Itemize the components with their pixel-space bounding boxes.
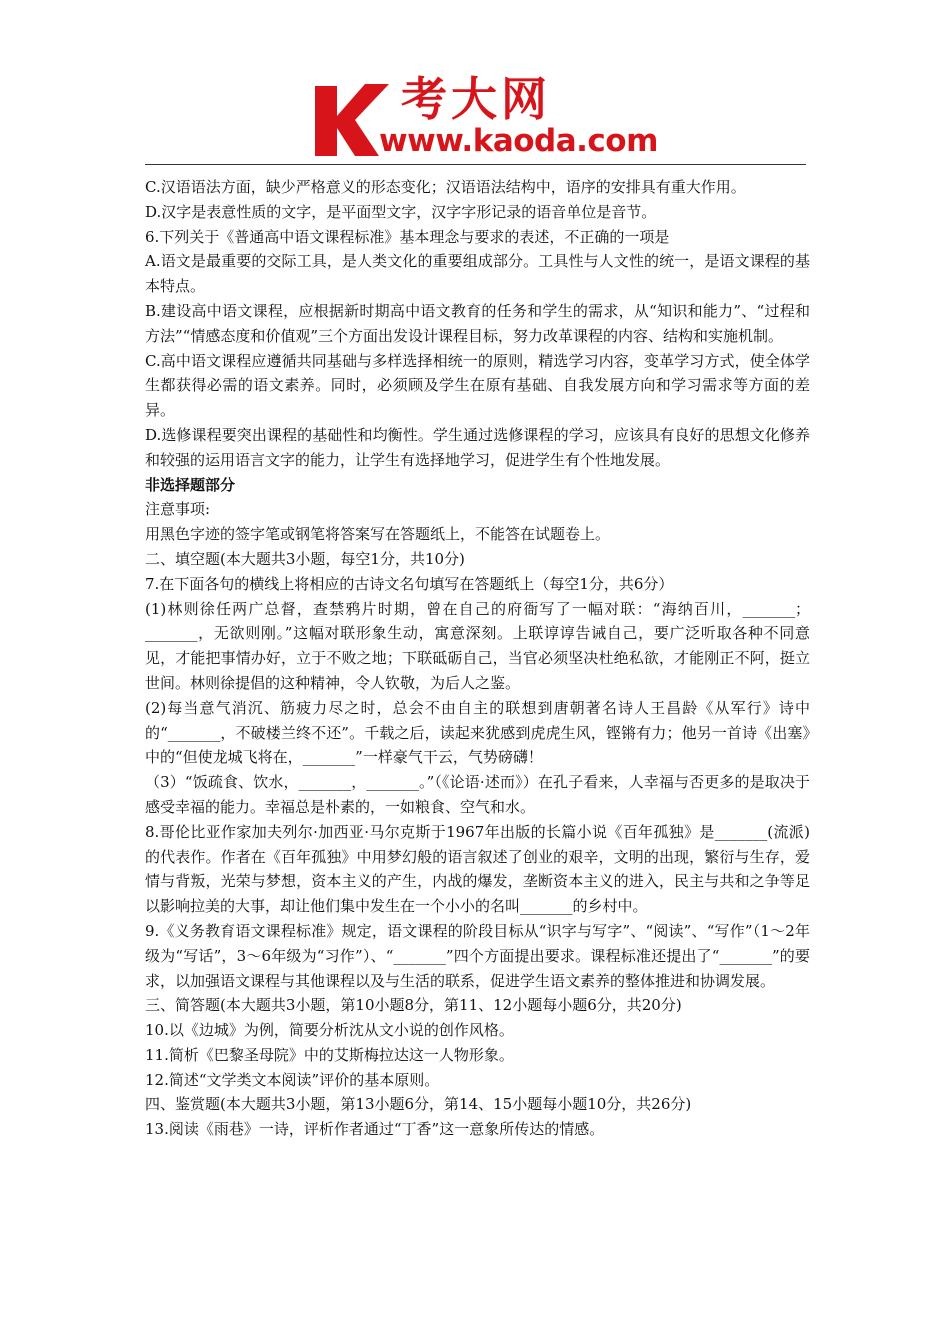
section-3-heading: 三、简答题(本大题共3小题，第10小题8分，第11、12小题每小题6分，共20分) (145, 996, 682, 1015)
section-4-heading: 四、鉴赏题(本大题共3小题，第13小题6分，第14、15小题每小题10分，共26分) (145, 1095, 692, 1114)
section-heading-non-choice: 非选择题部分 (145, 475, 236, 494)
logo-url-text: www.kaoda.com (379, 123, 658, 159)
option-d-characters: D.汉字是表意性质的文字，是平面型文字，汉字字形记录的语音单位是音节。 (145, 202, 657, 221)
header-divider (145, 164, 806, 165)
section-2-heading: 二、填空题(本大题共3小题，每空1分，共10分) (145, 549, 465, 568)
question-11: 11.简析《巴黎圣母院》中的艾斯梅拉达这一人物形象。 (145, 1045, 514, 1064)
q6-option-c: C.高中语文课程应遵循共同基础与多样选择相统一的原则，精选学习内容，变革学习方式，使全体学生都获得必需的语文素养。同时，必须顾及学生在原有基础、自我发展方向和学习需求等方面的差异。 (145, 351, 810, 420)
question-12: 12.简述“文学类文本阅读”评价的基本原则。 (145, 1070, 440, 1089)
question-6: 6.下列关于《普通高中语文课程标准》基本理念与要求的表述，不正确的一项是 (145, 227, 670, 246)
logo-brand-text: 考大网 (401, 72, 551, 126)
question-7: 7.在下面各句的横线上将相应的古诗文名句填写在答题纸上（每空1分，共6分） (145, 574, 674, 593)
option-c-grammar: C.汉语语法方面，缺少严格意义的形态变化；汉语语法结构中，语序的安排具有重大作用。 (145, 178, 746, 196)
kaoda-logo (313, 72, 658, 160)
question-10: 10.以《边城》为例，简要分析沈从文小说的创作风格。 (145, 1021, 514, 1040)
q6-option-a: A.语文是最重要的交际工具，是人类文化的重要组成部分。工具性与人文性的统一，是语文课程的基本特点。 (145, 252, 810, 296)
q6-option-b: B.建设高中语文课程，应根据新时期高中语文教育的任务和学生的需求，从“知识和能力”、“过程和方法”“情感态度和价值观”三个方面出发设计课程目标，努力改革课程的内容、结构和实施机制。 (145, 301, 810, 345)
notice-text: 用黑色字迹的签字笔或钢笔将答案写在答题纸上，不能答在试题卷上。 (145, 525, 611, 544)
q7-part-3: （3）“饭疏食、饮水，_______，_______。”（《论语·述而》）在孔子看来，人幸福与否更多的是取决于感受幸福的能力。幸福总是朴素的，一如粮食、空气和水。 (145, 773, 810, 816)
q7-part-2: (2)每当意气消沉、筋疲力尽之时，总会不由自主的联想到唐朝著名诗人王昌龄《从军行》诗中的“_______，不破楼兰终不还”。千载之后，读起来犹感到虎虎生风，铿锵有力；他另一首诗《出塞》中的“但使龙城飞将在，_______”一样豪气干云，气势磅礴！ (145, 698, 810, 767)
exam-content (145, 175, 810, 1142)
question-13: 13.阅读《雨巷》一诗，评析作者通过“丁香”这一意象所传达的情感。 (145, 1120, 605, 1139)
q7-part-1: (1)林则徐任两广总督，查禁鸦片时期，曾在自己的府衙写了一幅对联：“海纳百川，_______；_______，无欲则刚。”这幅对联形象生动，寓意深刻。上联谆谆告诫自己，要广泛听取各种不同意见，才能把事情办好，立于不败之地；下联砥砺自己，当官必须坚决杜绝私欲，才能刚正不阿，挺立世间。林则徐提倡的这种精神，令人钦敬，为后人之鉴。 (145, 599, 810, 692)
question-9: 9.《义务教育语文课程标准》规定，语文课程的阶段目标从“识字与写字”、“阅读”、“写作”（1～2年级为“写话”，3～6年级为“习作”）、“_______”四个方面提出要求。课程标准还提出了“_______”的要求，以加强语文课程与其他课程以及与生活的联系，促进学生语文素养的整体推进和协调发展。 (145, 921, 810, 990)
q6-option-d: D.选修课程要突出课程的基础性和均衡性。学生通过选修课程的学习，应该具有良好的思想文化修养和较强的运用语言文字的能力，让学生有选择地学习，促进学生有个性地发展。 (145, 425, 810, 469)
notice-heading: 注意事项: (145, 500, 211, 519)
question-8: 8.哥伦比亚作家加夫列尔·加西亚·马尔克斯于1967年出版的长篇小说《百年孤独》是_______(流派)的代表作。作者在《百年孤独》中用梦幻般的语言叙述了创业的艰辛，文明的出现，繁衍与生存，爱情与背叛，光荣与梦想，资本主义的产生，内战的爆发，垄断资本主义的进入，民主与共和之争等足以影响拉美的大事，却让他们集中发生在一个小小的名叫_______的乡村中。 (145, 822, 810, 916)
